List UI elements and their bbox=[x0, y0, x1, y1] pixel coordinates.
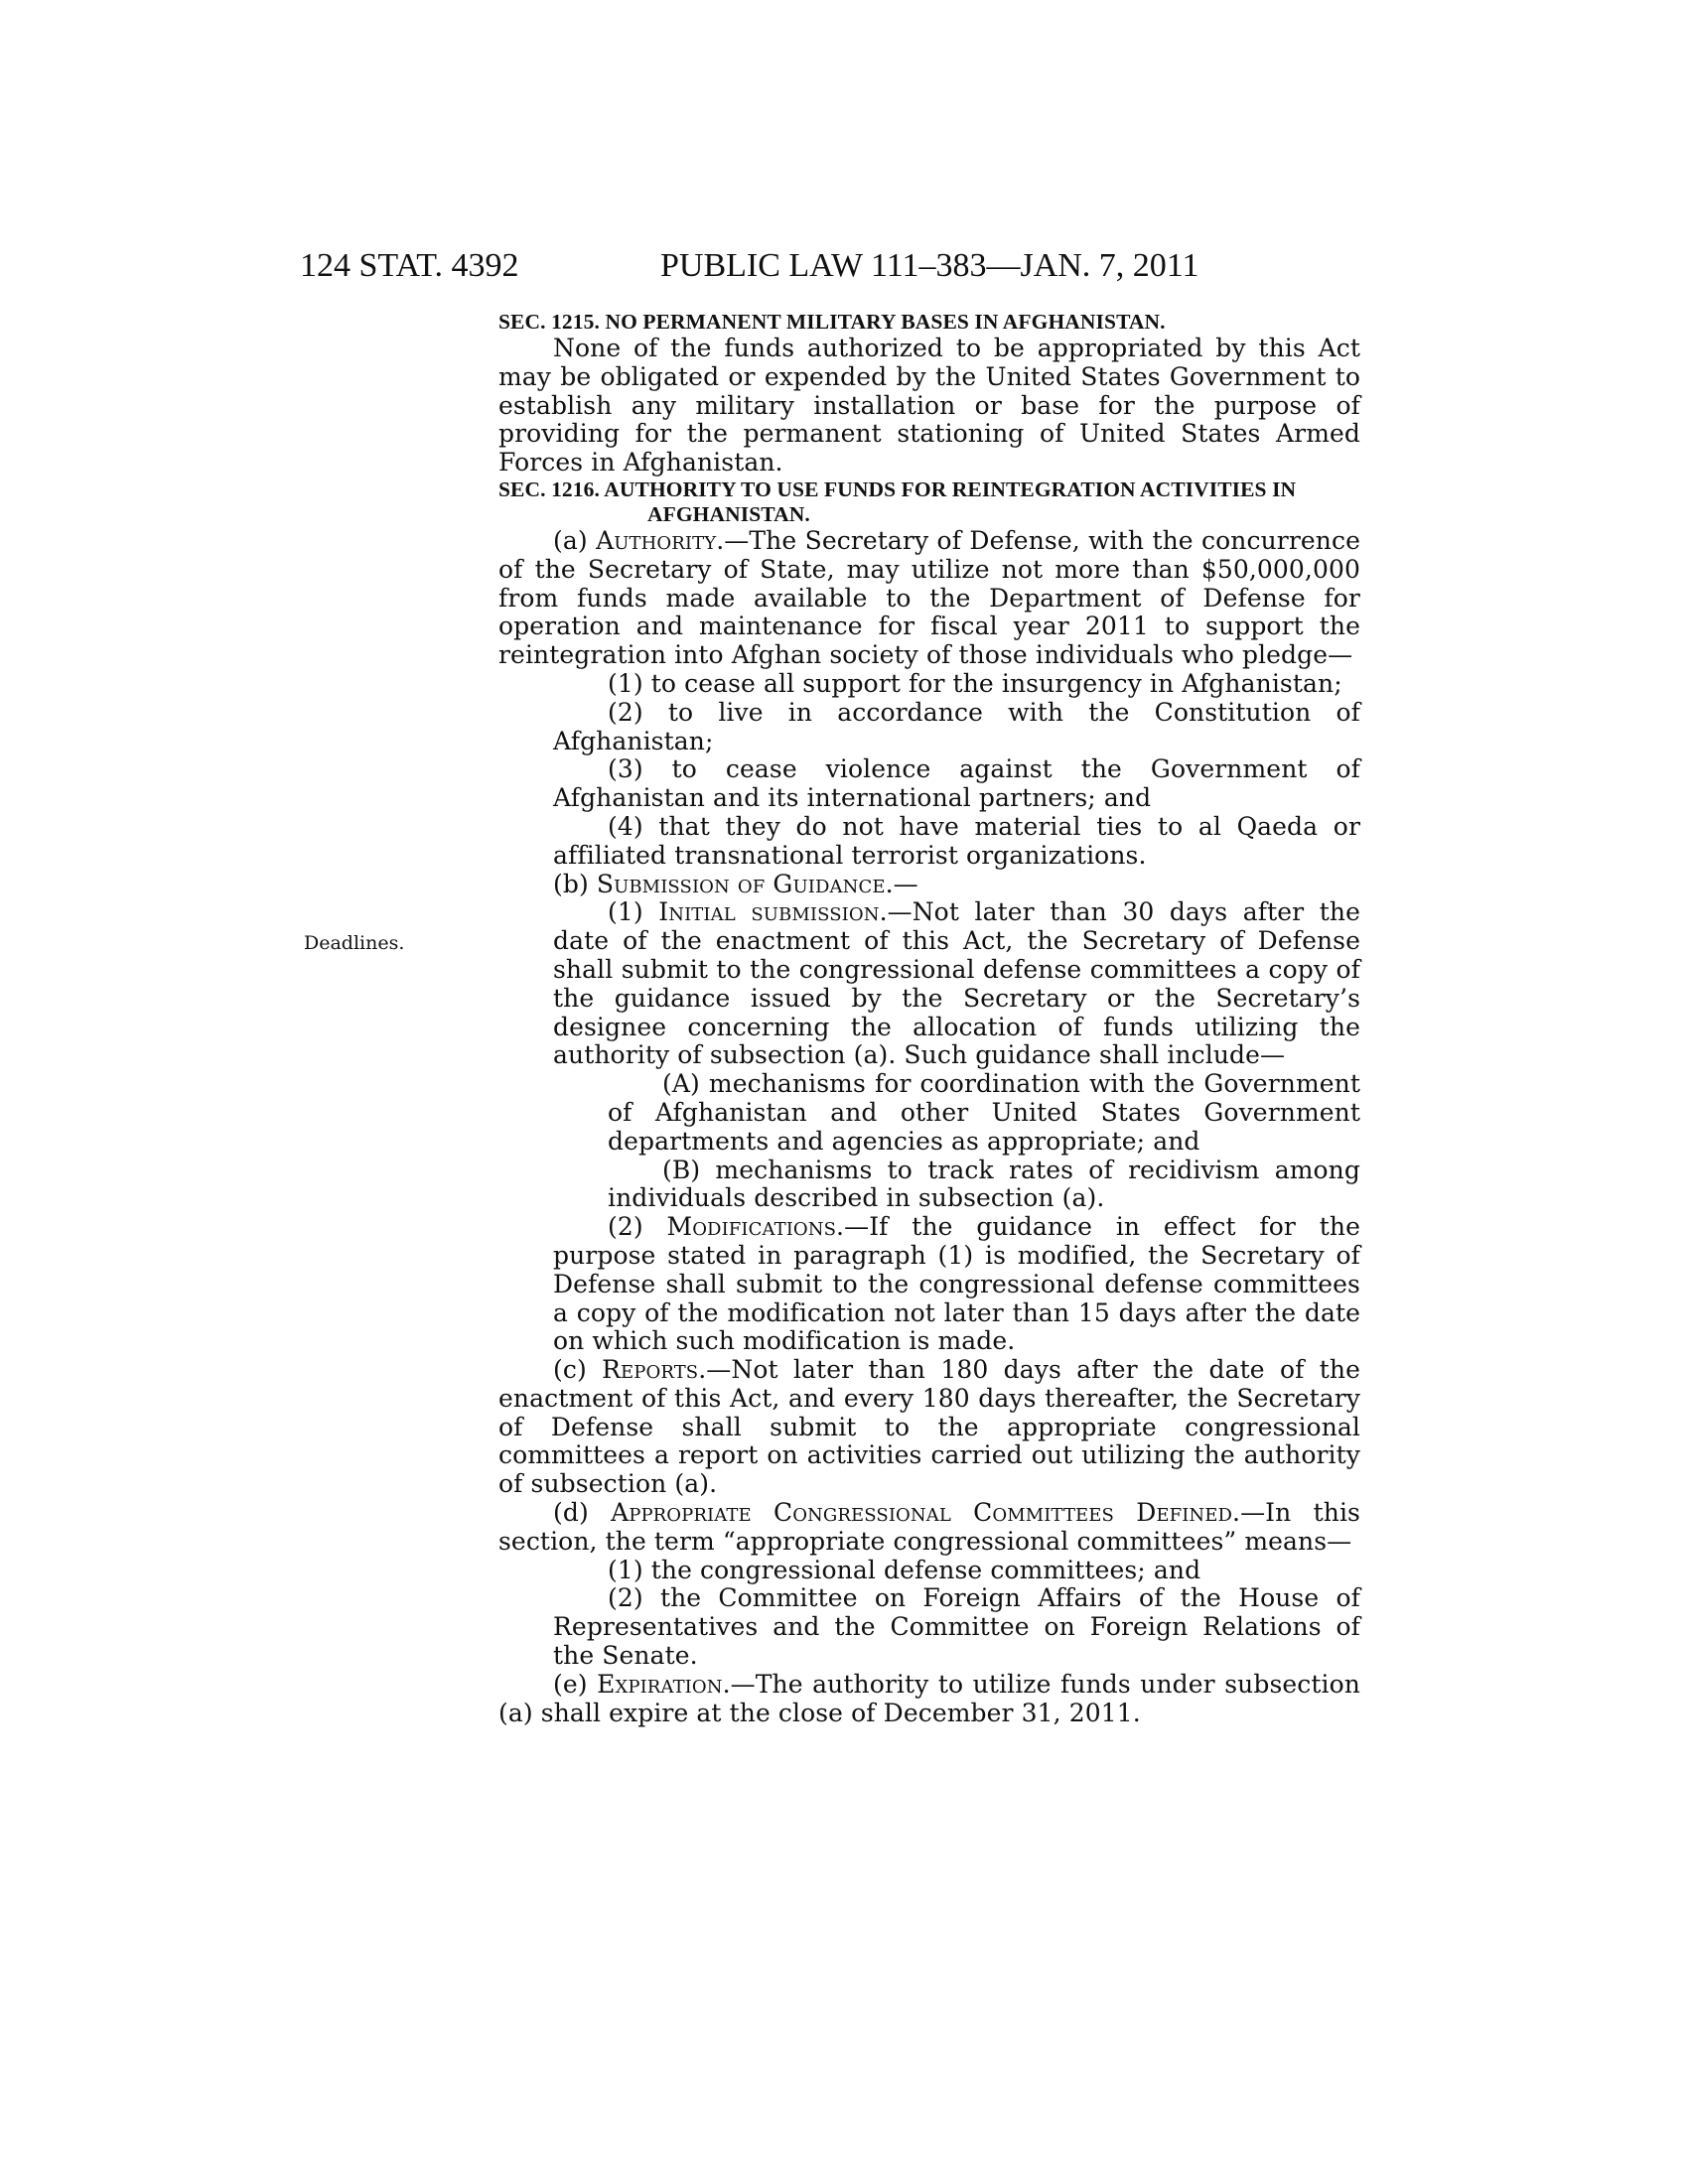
subsection-a-caption: Authority bbox=[596, 525, 717, 555]
subsection-a-label: (a) bbox=[553, 525, 597, 555]
paragraph-b2-caption: Modifications bbox=[666, 1212, 837, 1242]
paragraph-a1: (1) to cease all support for the insurgency in Afghanistan; bbox=[608, 668, 1342, 698]
subsection-b-label: (b) bbox=[553, 869, 597, 898]
subsection-b-caption: Submission of Guidance bbox=[596, 869, 886, 898]
section-1216-number: SEC. 1216. bbox=[498, 477, 600, 501]
subsection-b-dash: .— bbox=[885, 869, 918, 898]
paragraph-b1 bbox=[498, 898, 1360, 1070]
statute-page-reference: 124 STAT. 4392 bbox=[300, 247, 519, 284]
subsection-e-label: (e) bbox=[553, 1669, 598, 1699]
section-1215-text: None of the funds authorized to be appropriated by this Act may be obligated or expended by the United States Government to establish any military installation or base for the purpose of providing for the permanent stationing of United States Armed Forces in Afghanistan. bbox=[498, 334, 1360, 478]
section-1216-heading bbox=[498, 478, 1360, 527]
subsection-b bbox=[498, 871, 1360, 899]
subparagraph-b1B: (B) mechanisms to track rates of recidivism among individuals described in subsection (a). bbox=[608, 1155, 1360, 1213]
subsection-a-text: .—The Secretary of Defense, with the concurrence of the Secretary of State, may utilize not more than $50,000,000 from funds made available to the Department of Defense for operation and maintenance for fiscal year 2011 to support the reintegration into Afghan society of those individuals who pledge— bbox=[498, 525, 1360, 670]
paragraph-a2: (2) to live in accordance with the Constitution of Afghanistan; bbox=[553, 697, 1360, 755]
paragraph-b1-text: .—Not later than 30 days after the date of the enactment of this Act, the Secretary of Defense shall submit to the congressional defense committees a copy of the guidance issued by the Secretary or the Secretary’s designee concerning the allocation of funds utilizing the authority of subsection (a). Such guidance shall include— bbox=[553, 897, 1360, 1070]
paragraph-b1-caption: Initial submission bbox=[658, 897, 880, 927]
subsection-e-text: .—The authority to utilize funds under subsection (a) shall expire at the close of December 31, 2011. bbox=[498, 1669, 1360, 1727]
subsection-d-label: (d) bbox=[553, 1498, 612, 1528]
paragraph-d2: (2) the Committee on Foreign Affairs of the House of Representatives and the Committee on Foreign Relations of the Senate. bbox=[553, 1583, 1360, 1671]
paragraph-a3: (3) to cease violence against the Government of Afghanistan and its international partners; and bbox=[553, 754, 1360, 813]
section-1215-number: SEC. 1215. bbox=[498, 310, 600, 334]
paragraph-b2 bbox=[498, 1213, 1360, 1356]
subsection-d-caption: Appropriate Congressional Committees Defined bbox=[611, 1498, 1233, 1528]
paragraph-b1-label: (1) bbox=[608, 897, 659, 927]
subsection-c-text: .—Not later than 180 days after the date of the enactment of this Act, and every 180 days thereafter, the Secretary of Defense shall submit to the appropriate congressional committees a report on activities carried out utilizing the authority of subsection (a). bbox=[498, 1355, 1361, 1499]
subsection-c bbox=[498, 1356, 1360, 1499]
subsection-c-caption: Reports bbox=[602, 1355, 699, 1385]
subsection-a bbox=[498, 527, 1360, 670]
section-1216-title: AUTHORITY TO USE FUNDS FOR REINTEGRATION ACTIVITIES IN AFGHANISTAN. bbox=[604, 477, 1297, 526]
paragraph-b2-label: (2) bbox=[608, 1212, 667, 1242]
section-1215-title: NO PERMANENT MILITARY BASES IN AFGHANISTAN. bbox=[605, 310, 1166, 334]
subsection-d-text: .—In this section, the term “appropriate congressional committees” means— bbox=[498, 1498, 1360, 1556]
subsection-e-caption: Expiration bbox=[597, 1669, 723, 1699]
paragraph-a4: (4) that they do not have material ties to al Qaeda or affiliated transnational terrorist organizations. bbox=[553, 811, 1360, 870]
subparagraph-b1A: (A) mechanisms for coordination with the Government of Afghanistan and other United States Government departments and agencies as appropriate; and bbox=[608, 1069, 1360, 1156]
subsection-c-label: (c) bbox=[553, 1355, 603, 1385]
subsection-e bbox=[498, 1671, 1360, 1728]
section-1215-heading bbox=[498, 310, 1360, 335]
margin-note-deadlines: Deadlines. bbox=[304, 932, 405, 954]
paragraph-b2-text: .—If the guidance in effect for the purpose stated in paragraph (1) is modified, the Secretary of Defense shall submit to the congressional defense committees a copy of the modification not later than 15 days after the date on which such modification is made. bbox=[553, 1212, 1360, 1356]
document-body bbox=[498, 310, 1360, 1727]
paragraph-d1: (1) the congressional defense committees; and bbox=[608, 1555, 1201, 1584]
subsection-d bbox=[498, 1499, 1360, 1557]
running-header-law-title: PUBLIC LAW 111–383—JAN. 7, 2011 bbox=[660, 247, 1199, 284]
